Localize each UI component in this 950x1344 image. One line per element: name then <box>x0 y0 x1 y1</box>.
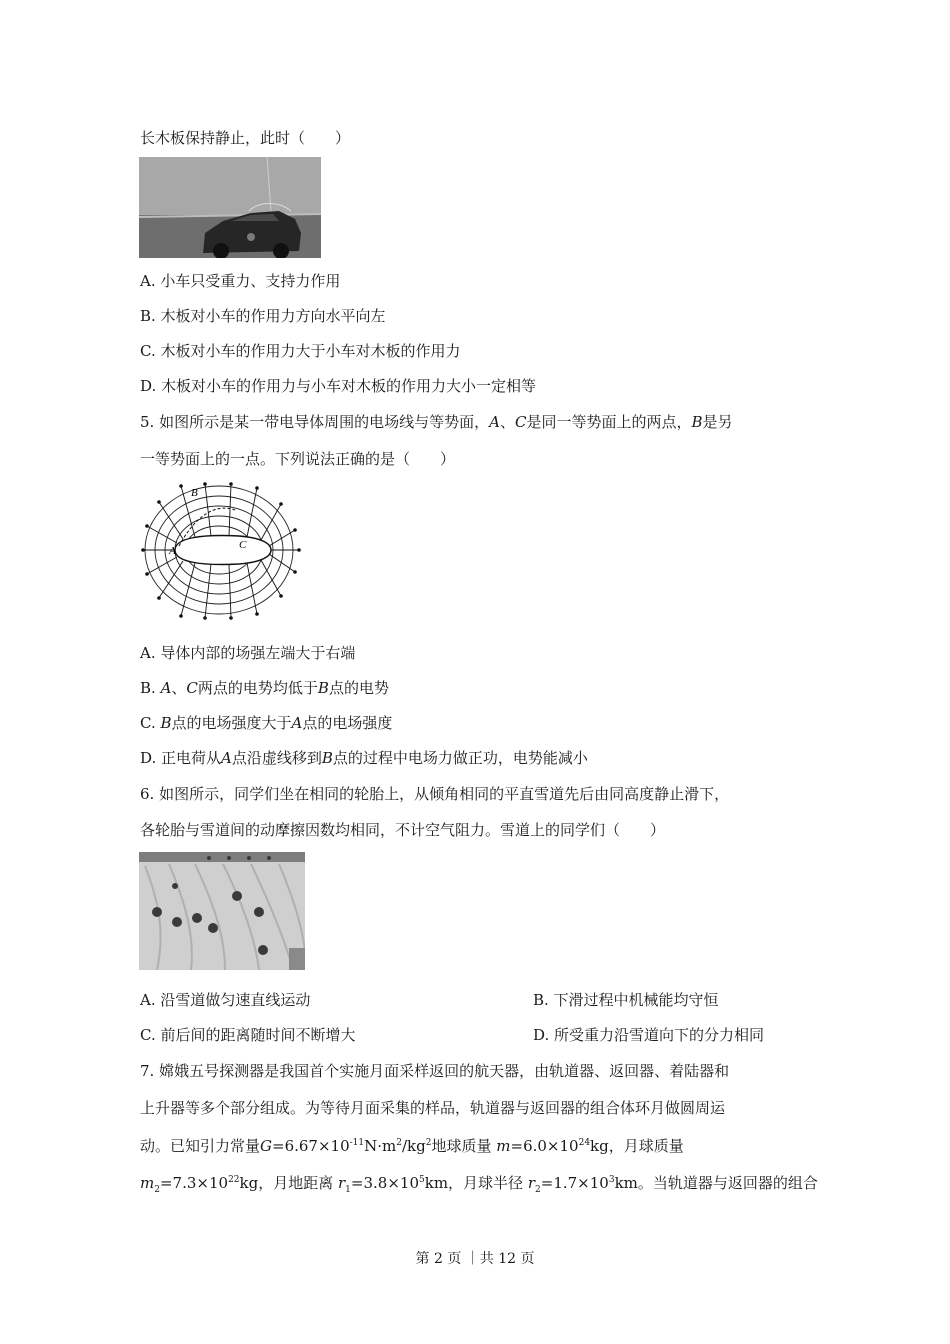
label-c: C <box>239 539 247 551</box>
q7-text: =6.0×10 <box>510 1137 579 1155</box>
var-a: A <box>489 413 500 431</box>
q6-option-b: B. 下滑过程中机械能均守恒 <box>533 991 719 1009</box>
q5-option-b-text: 、 <box>171 679 187 697</box>
q7-text: =3.8×10 <box>350 1174 419 1192</box>
q7-line4 <box>140 1173 818 1193</box>
q7-text: 地球质量 <box>431 1137 492 1155</box>
q7-text: km，月球半径 <box>424 1174 524 1192</box>
var-b: B <box>160 714 172 732</box>
q7-text: 动。已知引力常量 <box>140 1137 261 1155</box>
page-footer <box>0 1248 950 1268</box>
page-number: 2 <box>433 1251 443 1267</box>
q5-option-a: A. 导体内部的场强左端大于右端 <box>140 644 356 662</box>
q5-option-d <box>140 748 588 768</box>
q4-option-c: C. 木板对小车的作用力大于小车对木板的作用力 <box>140 342 461 360</box>
q7-text: =6.67×10 <box>272 1137 350 1155</box>
q7-text: kg，月地距离 <box>239 1174 334 1192</box>
q5-stem-line1 <box>140 412 733 432</box>
var-g: G <box>260 1137 272 1155</box>
var-a: A <box>221 749 232 767</box>
q6-option-d: D. 所受重力沿雪道向下的分力相同 <box>533 1026 765 1044</box>
var-m: m <box>496 1137 511 1155</box>
q7-exponent: 2 <box>425 1138 432 1148</box>
q5-stem-text: 是同一等势面上的两点， <box>526 413 692 431</box>
q5-option-d-text: 点的过程中电场力做正功，电势能减小 <box>332 749 588 767</box>
q7-text: km。当轨道器与返回器的组合 <box>614 1174 818 1192</box>
q7-exponent: 3 <box>608 1175 615 1185</box>
q7-line2: 上升器等多个部分组成。为等待月面采集的样品，轨道器与返回器的组合体环月做圆周运 <box>140 1099 726 1117</box>
footer-text: 第 <box>415 1251 430 1267</box>
snow-slope-photo <box>139 852 305 970</box>
q7-text: =7.3×10 <box>159 1174 229 1192</box>
q5-option-d-text: 点沿虚线移到 <box>231 749 322 767</box>
q7-subscript: 1 <box>345 1185 351 1195</box>
q7-exponent: -11 <box>349 1138 365 1148</box>
q5-option-c-text: C. <box>140 714 161 732</box>
q5-option-c-text: 点的电场强度 <box>302 714 393 732</box>
intro-line: 长木板保持静止，此时（ ） <box>140 129 351 147</box>
q7-text: /kg <box>401 1137 426 1155</box>
q5-stem-text: 、 <box>499 413 515 431</box>
q7-exponent: 22 <box>228 1175 240 1185</box>
q5-stem-text: 是另 <box>702 413 733 431</box>
q7-line1: 7. 嫦娥五号探测器是我国首个实施月面采样返回的航天器，由轨道器、返回器、着陆器和 <box>140 1062 730 1080</box>
var-c: C <box>186 679 198 697</box>
var-a: A <box>291 714 303 732</box>
q5-option-b <box>140 678 389 698</box>
footer-text: 页 <box>520 1251 535 1267</box>
q5-stem-text: 5. 如图所示是某一带电导体周围的电场线与等势面， <box>140 413 490 431</box>
label-b: B <box>191 487 198 499</box>
car-photo <box>139 157 321 258</box>
q7-text: kg，月球质量 <box>590 1137 684 1155</box>
var-r2: r <box>527 1174 536 1192</box>
q7-subscript: 2 <box>154 1185 160 1195</box>
q5-option-b-text: B. <box>140 679 161 697</box>
var-r1: r <box>338 1174 346 1192</box>
q5-option-d-text: D. 正电荷从 <box>140 749 222 767</box>
q5-option-c <box>140 713 392 733</box>
q6-option-c: C. 前后间的距离随时间不断增大 <box>140 1026 356 1044</box>
q7-exponent: 2 <box>396 1138 402 1148</box>
var-c: C <box>514 413 527 431</box>
var-b: B <box>317 679 329 697</box>
var-b: B <box>691 413 703 431</box>
q6-stem-line2: 各轮胎与雪道间的动摩擦因数均相同，不计空气阻力。雪道上的同学们（ ） <box>140 821 666 839</box>
label-a: A <box>169 545 176 557</box>
q5-option-c-text: 点的电场强度大于 <box>171 714 292 732</box>
q4-option-d: D. 木板对小车的作用力与小车对木板的作用力大小一定相等 <box>140 377 537 395</box>
q6-stem-line1: 6. 如图所示，同学们坐在相同的轮胎上，从倾角相同的平直雪道先后由同高度静止滑下， <box>140 785 730 803</box>
footer-text: 页 ｜共 <box>447 1251 494 1267</box>
var-m2: m <box>140 1174 155 1192</box>
q7-text: N·m <box>364 1137 397 1155</box>
q4-option-a: A. 小车只受重力、支持力作用 <box>140 272 341 290</box>
q5-option-b-text: 点的电势 <box>328 679 389 697</box>
total-pages: 12 <box>498 1251 517 1267</box>
q5-stem-line2: 一等势面上的一点。下列说法正确的是（ ） <box>140 450 456 468</box>
var-a: A <box>160 679 172 697</box>
q7-subscript: 2 <box>535 1185 541 1195</box>
q6-option-a: A. 沿雪道做匀速直线运动 <box>140 991 311 1009</box>
field-diagram <box>139 480 301 625</box>
var-b: B <box>321 749 333 767</box>
q7-exponent: 5 <box>419 1175 425 1185</box>
q5-option-b-text: 两点的电势均低于 <box>197 679 318 697</box>
q7-exponent: 24 <box>578 1138 591 1148</box>
q4-option-b: B. 木板对小车的作用力方向水平向左 <box>140 307 386 325</box>
q7-line3 <box>140 1136 684 1156</box>
q7-text: =1.7×10 <box>540 1174 609 1192</box>
